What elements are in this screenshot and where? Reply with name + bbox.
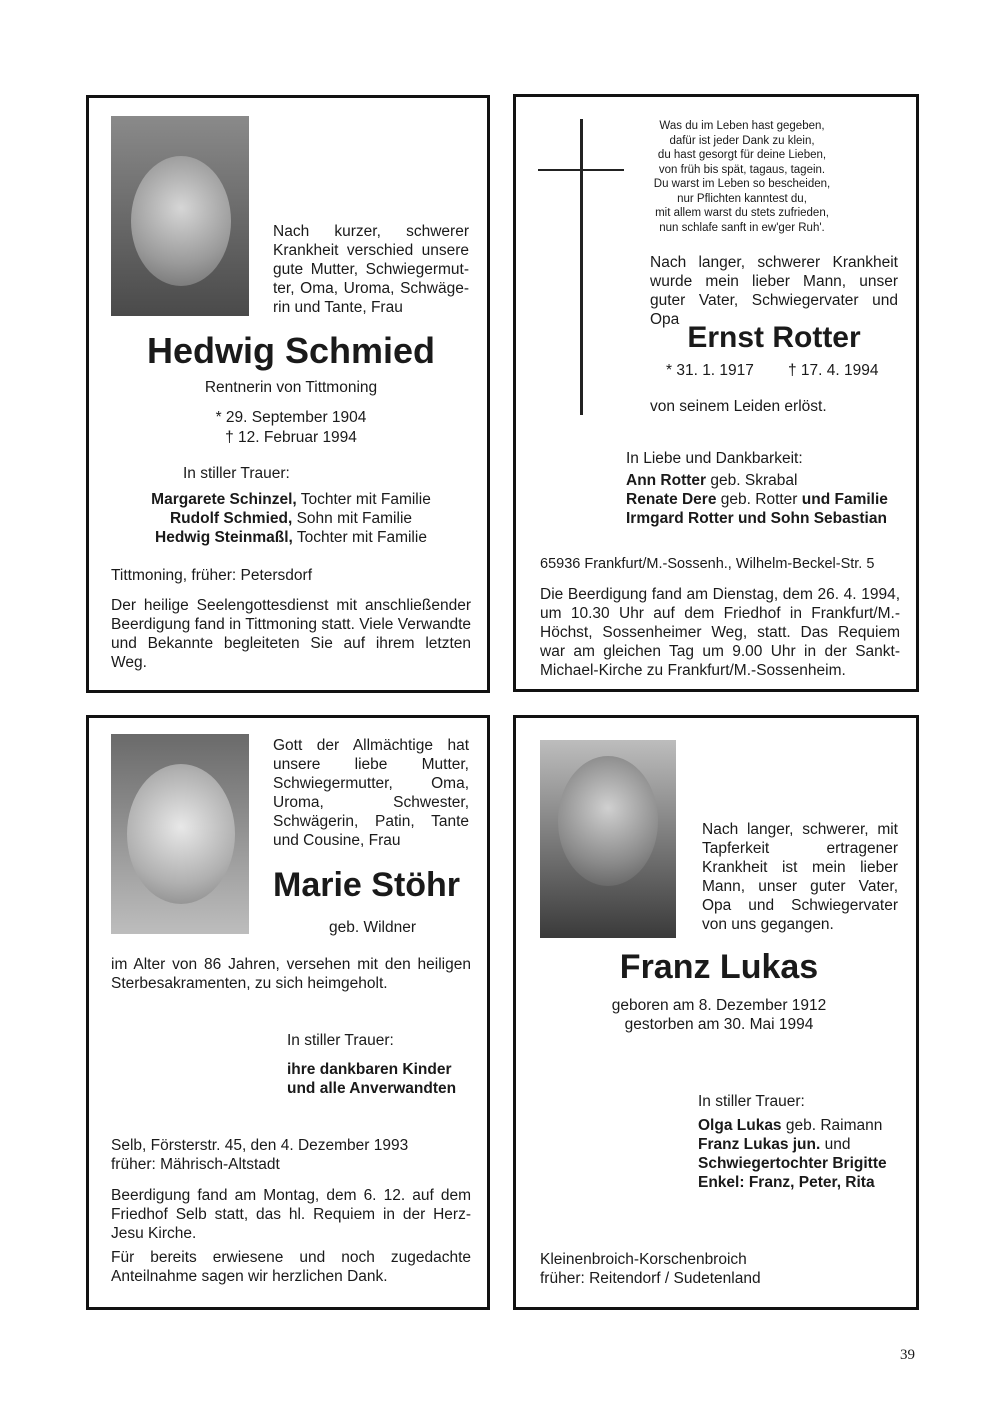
obituary-marie-stoehr bbox=[86, 715, 490, 1310]
maiden-name: geb. Wildner bbox=[329, 919, 417, 936]
mourners-list bbox=[698, 1116, 887, 1192]
mourner-2: Rudolf Schmied, Sohn mit Familie bbox=[169, 510, 413, 527]
mourner-2: Renate Dere geb. Rotter und Familie bbox=[626, 491, 888, 508]
address: Selb, Försterstr. 45, den 4. Dezember 1993 früher: Mährisch-Altstadt bbox=[111, 1137, 409, 1173]
intro-text: Nach langer, schwerer Krankheit wurde mein lieber Mann, unser guter Vater, Schwiegervater und Opa bbox=[650, 254, 898, 328]
page-number: 39 bbox=[900, 1347, 915, 1363]
closing-text: Der heilige Seelengottesdienst mit anschließender Beerdigung fand in Tittmoning statt. Viele Verwandte und Bekannte begleiteten Sie auf ihrem letzten Weg. bbox=[111, 597, 471, 671]
deceased-name: Franz Lukas bbox=[619, 948, 819, 986]
obituary-hedwig-schmied bbox=[86, 95, 490, 693]
location: Tittmoning, früher: Petersdorf bbox=[111, 567, 313, 584]
mourner-2: Franz Lukas jun. und bbox=[698, 1136, 851, 1153]
death-date: † 17. 4. 1994 bbox=[788, 362, 879, 379]
mourners-list: ihre dankbaren Kinder und alle Anverwandten bbox=[287, 1061, 457, 1097]
age-text: im Alter von 86 Jahren, versehen mit den heiligen Sterbesakramenten, zu sich heimgeholt. bbox=[111, 956, 471, 992]
birth-date: * 31. 1. 1917 bbox=[666, 362, 754, 379]
mourners-list bbox=[626, 471, 888, 528]
poem: Was du im Leben hast gegeben, dafür ist jeder Dank zu klein, du hast gesorgt für deine Lieben, von früh bis spät, tagaus, tagein. Du warst im Leben so bescheiden, nur Pflichten kanntest du, mit allem warst du stets zufrieden, nun schlafe sanft in ew'ger Ruh'. bbox=[653, 120, 831, 234]
cross-symbol bbox=[580, 119, 583, 415]
mourner-4: Enkel: Franz, Peter, Rita bbox=[698, 1174, 875, 1191]
mourning-label: In stiller Trauer: bbox=[698, 1093, 805, 1110]
obituary-franz-lukas bbox=[513, 715, 919, 1310]
funeral-text: Beerdigung fand am Montag, dem 6. 12. auf dem Friedhof Selb statt, das hl. Requiem in der Herz-Jesu Kirche. bbox=[111, 1187, 471, 1242]
address: Kleinenbroich-Korschenbroich früher: Reitendorf / Sudetenland bbox=[540, 1251, 761, 1287]
obituary-ernst-rotter bbox=[513, 94, 919, 692]
portrait-photo bbox=[540, 740, 676, 938]
mourners-list bbox=[89, 490, 493, 547]
mourning-label: In stiller Trauer: bbox=[287, 1032, 394, 1049]
mourning-label: In stiller Trauer: bbox=[183, 465, 290, 482]
deceased-name: Marie Stöhr bbox=[273, 866, 461, 904]
lifespan: geboren am 8. Dezember 1912 gestorben am 30. Mai 1994 bbox=[611, 997, 827, 1033]
intro-text: Nach langer, schwerer, mit Tapferkeit ertragener Krankheit ist mein lieber Mann, unser guter Vater, Opa und Schwiegervater von uns gegangen. bbox=[702, 821, 898, 933]
deceased-name: Ernst Rotter bbox=[687, 321, 861, 354]
mourner-3: Hedwig Steinmaßl, Tochter mit Familie bbox=[155, 529, 427, 546]
mourner-3: Irmgard Rotter und Sohn Sebastian bbox=[626, 510, 887, 527]
address: 65936 Frankfurt/M.-Sossenh., Wilhelm-Beckel-Str. 5 bbox=[540, 556, 875, 572]
mourner-1: Ann Rotter geb. Skrabal bbox=[626, 472, 798, 489]
deceased-name: Hedwig Schmied bbox=[146, 330, 436, 371]
birth-date: * 29. September 1904 bbox=[215, 409, 367, 426]
mourner-3: Schwiegertochter Brigitte bbox=[698, 1155, 887, 1172]
mourner-1: Margarete Schinzel, Tochter mit Familie bbox=[151, 491, 431, 508]
mourning-label: In Liebe und Dankbarkeit: bbox=[626, 450, 803, 467]
closing-text: Die Beerdigung fand am Dienstag, dem 26. 4. 1994, um 10.30 Uhr auf dem Friedhof in Frankfurt/M.-Höchst, Sossenheimer Weg, statt. Das Requiem war am gleichen Tag um 9.00 Uhr in der Sankt-Michael-Kirche zu Frankfurt/M.-Sossenheim. bbox=[540, 586, 900, 679]
death-date: † 12. Februar 1994 bbox=[225, 429, 357, 446]
portrait-photo bbox=[111, 734, 249, 934]
intro-text: Gott der Allmächtige hat unsere liebe Mutter, Schwiegermutter, Oma, Uroma, Schwester, Schwägerin, Patin, Tante und Cousine, Frau bbox=[273, 737, 469, 849]
occupation: Rentnerin von Tittmoning bbox=[204, 379, 378, 396]
cross-bar bbox=[538, 169, 624, 171]
portrait-photo bbox=[111, 116, 249, 316]
released-text: von seinem Leiden erlöst. bbox=[650, 398, 827, 415]
intro-text: Nach kurzer, schwerer Krankheit verschied unsere gute Mutter, Schwiegermut-ter, Oma, Uroma, Schwäge-rin und Tante, Frau bbox=[273, 223, 469, 316]
thanks-text: Für bereits erwiesene und noch zugedachte Anteilnahme sagen wir herzlichen Dank. bbox=[111, 1249, 471, 1285]
mourner-1: Olga Lukas geb. Raimann bbox=[698, 1117, 883, 1134]
